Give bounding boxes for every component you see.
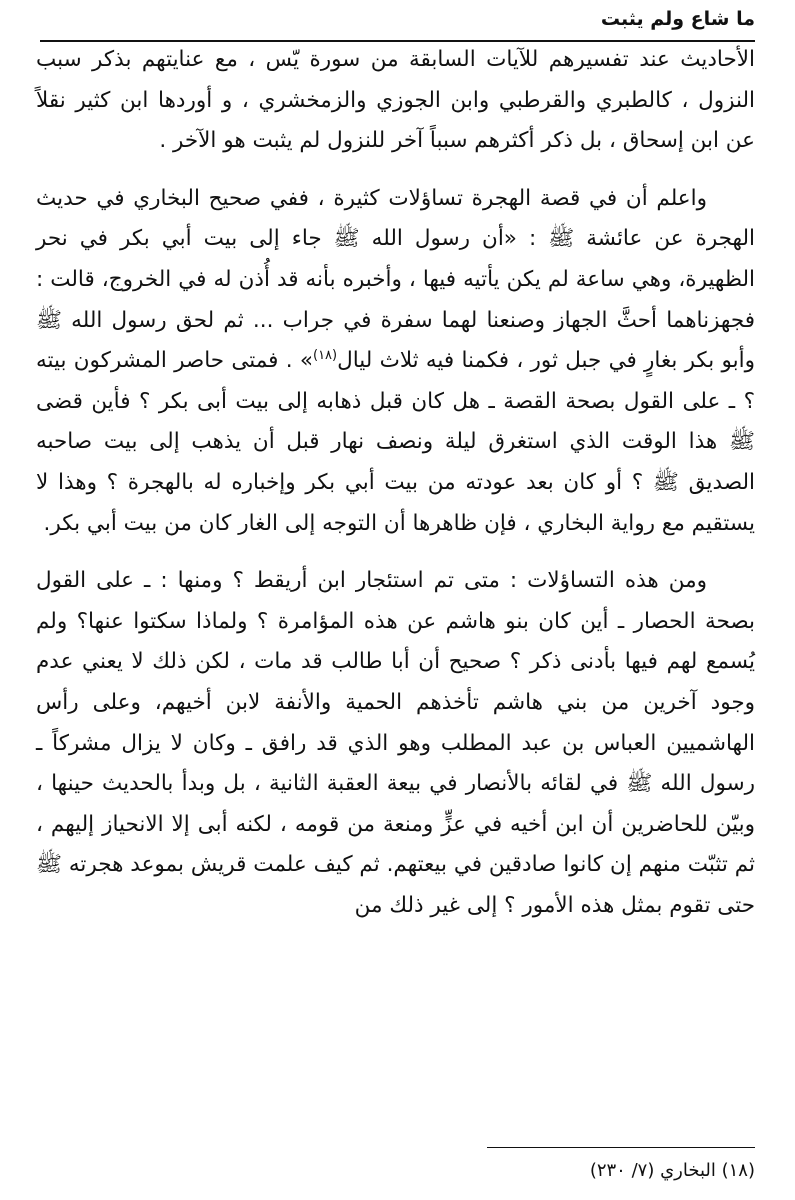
running-title: ما شاع ولم يثبت: [600, 8, 755, 30]
footnote: (١٨) البخاري (٧/ ٢٣٠): [589, 1160, 755, 1181]
footnote-divider: [487, 1147, 755, 1148]
footnote-reference: (١٨): [312, 348, 338, 363]
paragraph-1: الأحاديث عند تفسيرهم للآيات السابقة من سورة يّس ، مع عنايتهم بذكر سبب النزول ، كالطبري والقرطبي وابن الجوزي والزمخشري ، و أوردها ابن كثير نقلاً عن ابن إسحاق ، بل ذكر أكثرهم سبباً آخر للنزول لم يثبت هو الآخر .: [36, 47, 755, 154]
running-header: [40, 4, 755, 42]
paragraph-2-start: واعلم أن في قصة الهجرة تساؤلات كثيرة ، ففي صحيح البخاري في حديث الهجرة عن عائشة ﷺ : «أن رسول الله ﷺ جاء إلى بيت أبي بكر في نحر الظهيرة، وهي ساعة لم يكن يأتيه فيها ، وأخبره بأنه قد أُذن له في الخروج، قالت : فجهزناهما أحثَّ الجهاز وصنعنا لهما سفرة في جراب ... ثم لحق رسول الله ﷺ وأبو بكر بغارٍ في جبل ثور ، فكمنا فيه ثلاث ليال: [36, 185, 755, 374]
body-text: [36, 40, 755, 926]
paragraph-2: [36, 179, 755, 544]
paragraph-3: ومن هذه التساؤلات : متى تم استئجار ابن أريقط ؟ ومنها : ـ على القول بصحة الحصار ـ أين كان بنو هاشم عن هذه المؤامرة ؟ ولماذا سكتوا عنها؟ ولم يُسمع لهم فيها بأدنى ذكر ؟ صحيح أن أبا طالب قد مات ، لكن ذلك لا يعني عدم وجود آخرين من بني هاشم تأخذهم الحمية والأنفة لابن أخيهم، وعلى رأس الهاشميين العباس بن عبد المطلب وهو الذي قد رافق ـ وكان لا يزال مشركاً ـ رسول الله ﷺ في لقائه بالأنصار في بيعة العقبة الثانية ، بل وبدأ بالحديث حينها ، وبيّن للحاضرين أن ابن أخيه في عزٍّ ومنعة من قومه ، لكنه أبى إلا الانحياز إليهم ، ثم تثبّت منهم إن كانوا صادقين في بيعتهم. ثم كيف علمت قريش بموعد هجرته ﷺ حتى تقوم بمثل هذه الأمور ؟ إلى غير ذلك من: [36, 568, 755, 918]
paragraph-2-end: » . فمتى حاصر المشركون بيته ؟ ـ على القول بصحة القصة ـ هل كان قبل ذهابه إلى بيت أبى بكر ؟ فأين قضى ﷺ هذا الوقت الذي استغرق ليلة ونصف نهار قبل أن يذهب إلى بيت صاحبه الصديق ﷺ ؟ أو كان بعد عودته من بيت أبي بكر وإخباره له بالهجرة ؟ وهذا لا يستقيم مع رواية البخاري ، فإن ظاهرها أن التوجه إلى الغار كان من بيت أبي بكر.: [36, 348, 755, 536]
